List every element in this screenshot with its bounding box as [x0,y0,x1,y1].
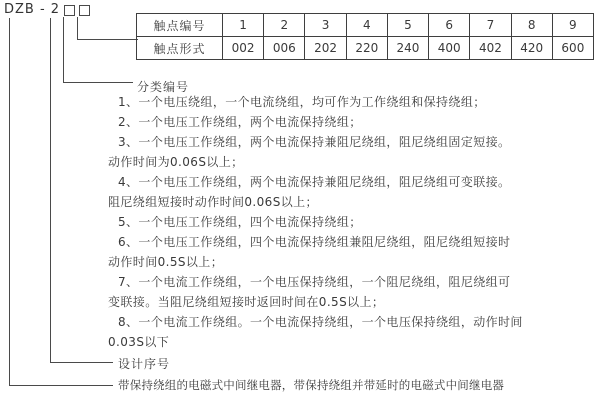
model-placeholder-box-1 [64,5,75,16]
contact-form-value: 240 [387,37,428,60]
contact-number-value: 6 [429,14,470,37]
classification-line: 7、一个电流工作绕组，一个电压保持绕组，一个阻尼绕组，阻尼绕组可 [118,275,511,289]
contact-number-header: 触点编号 [137,14,223,37]
classification-line-continuation: 变联接。当阻尼绕组短接时返回时间在0.5S以上； [108,295,385,309]
classification-line-continuation: 动作时间为0.06S以上； [108,155,244,169]
contact-number-value: 2 [264,14,305,37]
classification-label: 分类编号 [137,80,190,94]
classification-line-continuation: 动作时间0.5S以上； [108,255,224,269]
model-code-text: DZB - 2 [4,2,61,17]
contact-form-value: 006 [264,37,305,60]
contact-number-value: 3 [305,14,346,37]
contact-form-value: 002 [223,37,264,60]
classification-line: 3、一个电压工作绕组，两个电流保持兼阻尼绕组，阻尼绕组固定短接。 [118,135,511,149]
classification-line: 1、一个电压绕组，一个电流绕组，均可作为工作绕组和保持绕组； [118,95,486,109]
classification-line-continuation: 阻尼绕组短接时动作时间0.06S以上； [108,195,318,209]
contact-table [136,13,594,60]
leader-line-contact-table [77,17,138,40]
classification-line-continuation: 0.03S以下 [108,335,170,349]
contact-number-value: 8 [511,14,552,37]
contact-number-value: 5 [387,14,428,37]
contact-number-row [137,14,594,37]
model-code [4,3,90,16]
contact-form-value: 400 [429,37,470,60]
classification-line: 6、一个电压工作绕组，四个电流保持绕组兼阻尼绕组，阻尼绕组短接时 [118,235,511,249]
contact-form-value: 220 [346,37,387,60]
classification-list [108,92,523,352]
contact-number-value: 7 [470,14,511,37]
contact-form-value: 420 [511,37,552,60]
relay-type-description: 带保持绕组的电磁式中间继电器，带保持绕组并带延时的电磁式中间继电器 [118,378,505,392]
contact-number-value: 9 [552,14,593,37]
contact-form-header: 触点形式 [137,37,223,60]
contact-form-row [137,37,594,60]
design-serial-label: 设计序号 [118,357,171,371]
contact-form-value: 402 [470,37,511,60]
contact-number-value: 4 [346,14,387,37]
contact-number-value: 1 [223,14,264,37]
model-placeholder-box-2 [79,5,90,16]
classification-line: 8、一个电流工作绕组。一个电流保持绕组，一个电压保持绕组，动作时间 [118,315,523,329]
classification-line: 5、一个电压工作绕组，四个电流保持绕组； [118,215,362,229]
classification-line: 4、一个电压工作绕组，两个电流保持兼阻尼绕组，阻尼绕组可变联接。 [118,175,511,189]
contact-form-value: 600 [552,37,593,60]
classification-line: 2、一个电压工作绕组，两个电流保持绕组； [118,115,362,129]
contact-form-value: 202 [305,37,346,60]
